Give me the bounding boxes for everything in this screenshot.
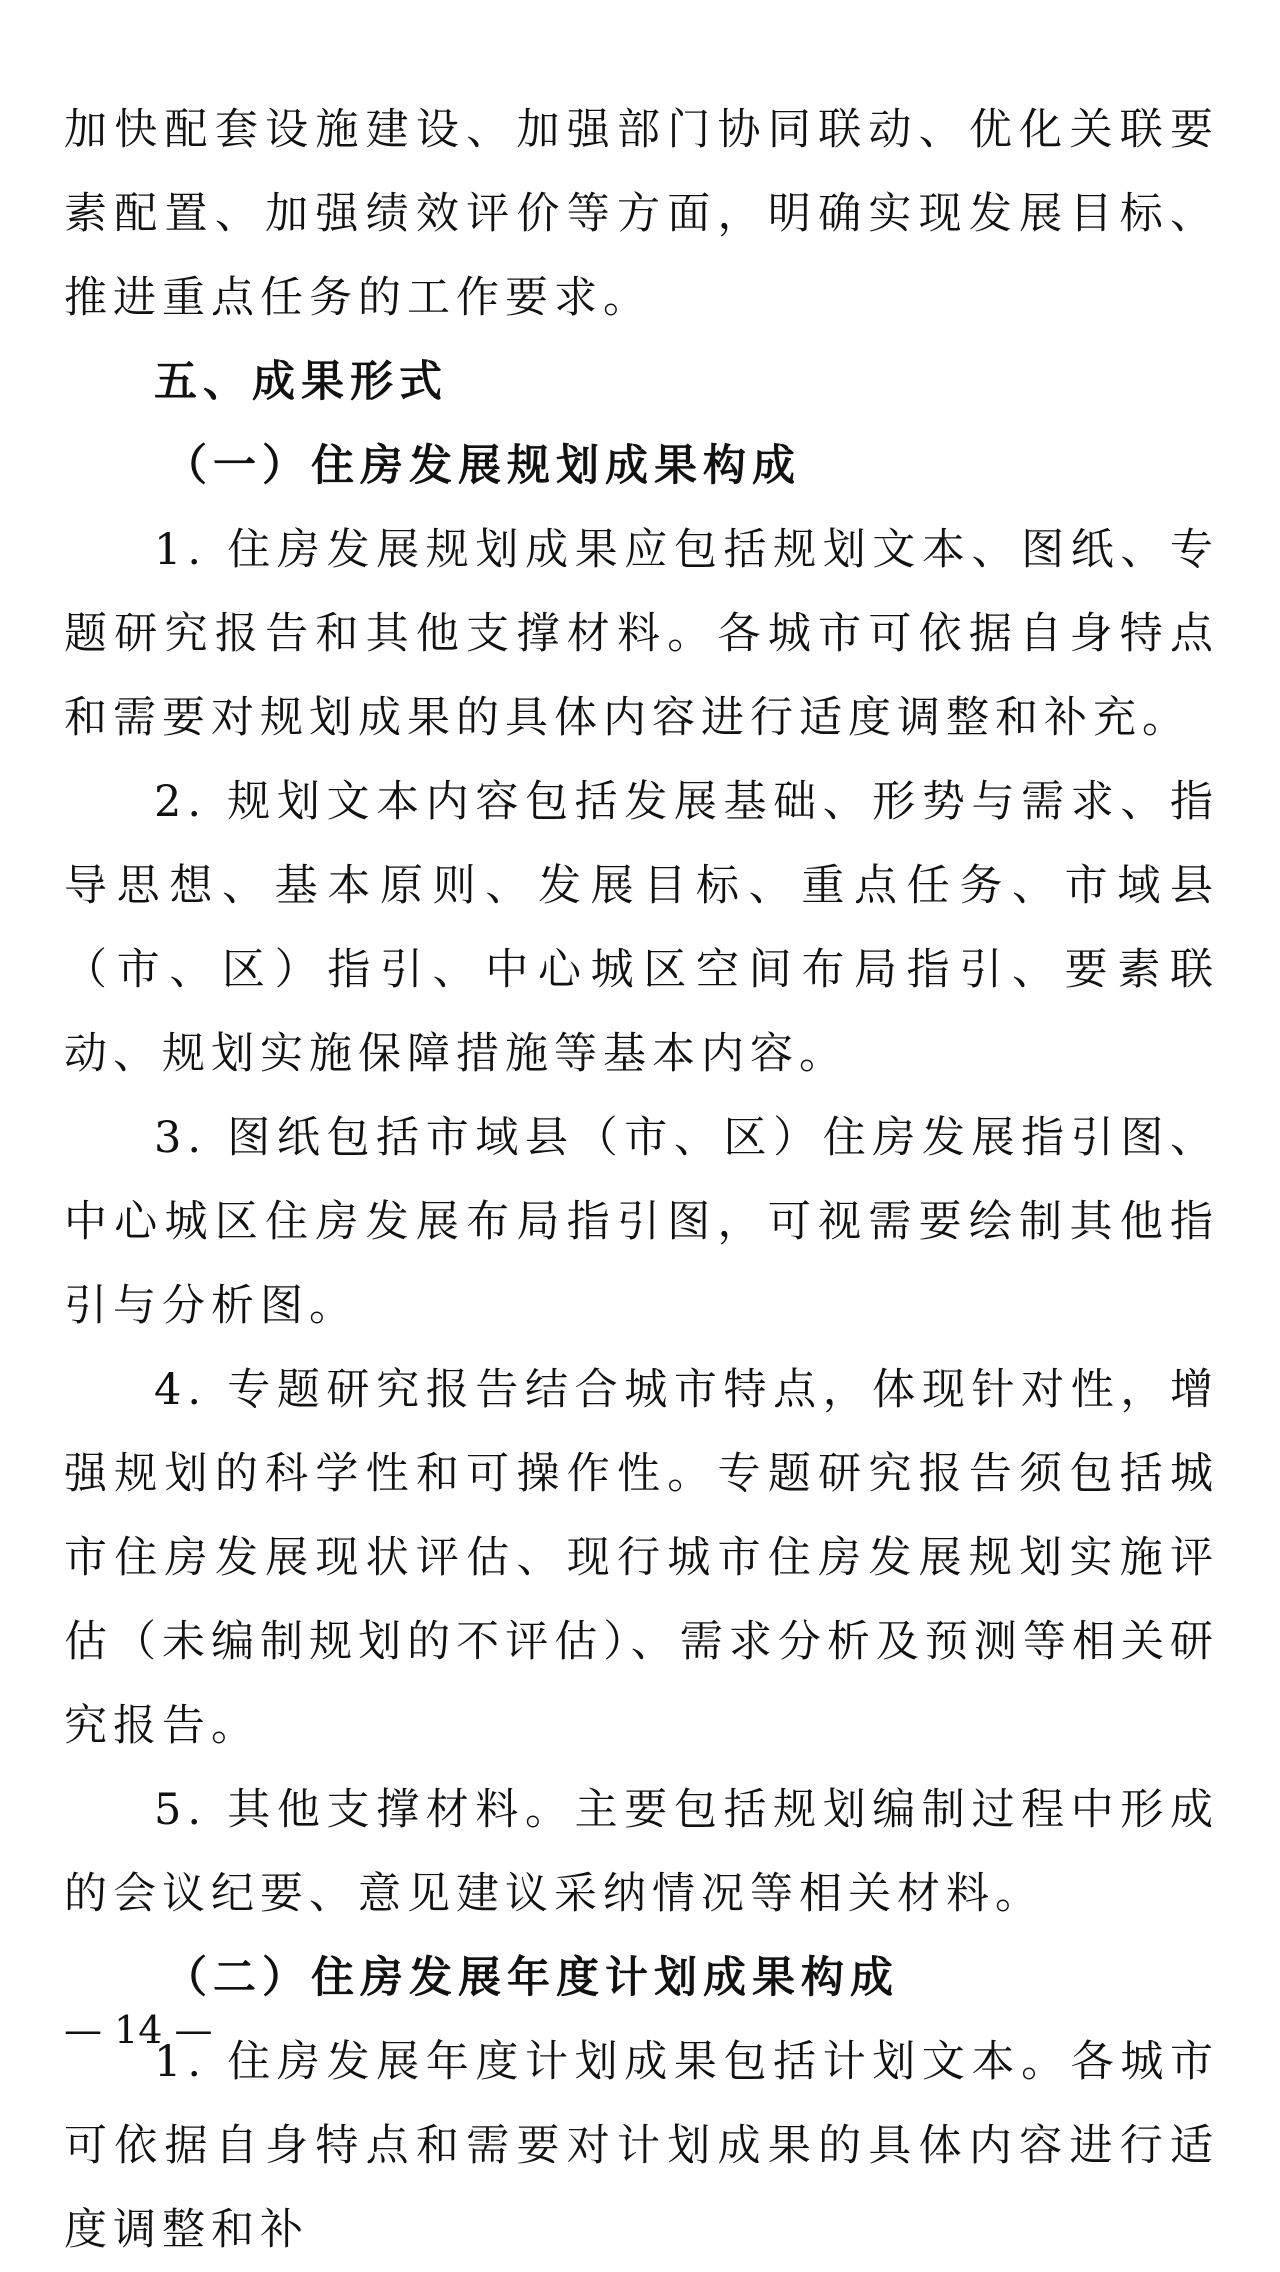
paragraph: 3. 图纸包括市域县（市、区）住房发展指引图、中心城区住房发展布局指引图，可视需要绘制其他指引与分析图。 bbox=[64, 1113, 1219, 1331]
paragraph: 1. 住房发展年度计划成果包括计划文本。各城市可依据自身特点和需要对计划成果的具体内容进行适度调整和补 bbox=[64, 2037, 1219, 2255]
section-heading: 五、成果形式 bbox=[154, 357, 448, 407]
subsection-heading: （二）住房发展年度计划成果构成 bbox=[164, 1953, 899, 2003]
paragraph: 5. 其他支撑材料。主要包括规划编制过程中形成的会议纪要、意见建议采纳情况等相关材料。 bbox=[64, 1785, 1219, 1919]
subsection-heading: （一）住房发展规划成果构成 bbox=[164, 441, 801, 491]
paragraph-continuation: 加快配套设施建设、加强部门协同联动、优化关联要素配置、加强绩效评价等方面，明确实现发展目标、推进重点任务的工作要求。 bbox=[64, 105, 1219, 323]
paragraph: 4. 专题研究报告结合城市特点，体现针对性，增强规划的科学性和可操作性。专题研究报告须包括城市住房发展现状评估、现行城市住房发展规划实施评估（未编制规划的不评估）、需求分析及预测等相关研究报告。 bbox=[64, 1365, 1219, 1751]
paragraph: 1. 住房发展规划成果应包括规划文本、图纸、专题研究报告和其他支撑材料。各城市可依据自身特点和需要对规划成果的具体内容进行适度调整和补充。 bbox=[64, 525, 1219, 743]
document-body bbox=[64, 88, 1219, 2272]
page-number: — 14 — bbox=[64, 2008, 213, 2052]
paragraph: 2. 规划文本内容包括发展基础、形势与需求、指导思想、基本原则、发展目标、重点任务、市域县（市、区）指引、中心城区空间布局指引、要素联动、规划实施保障措施等基本内容。 bbox=[64, 777, 1219, 1079]
